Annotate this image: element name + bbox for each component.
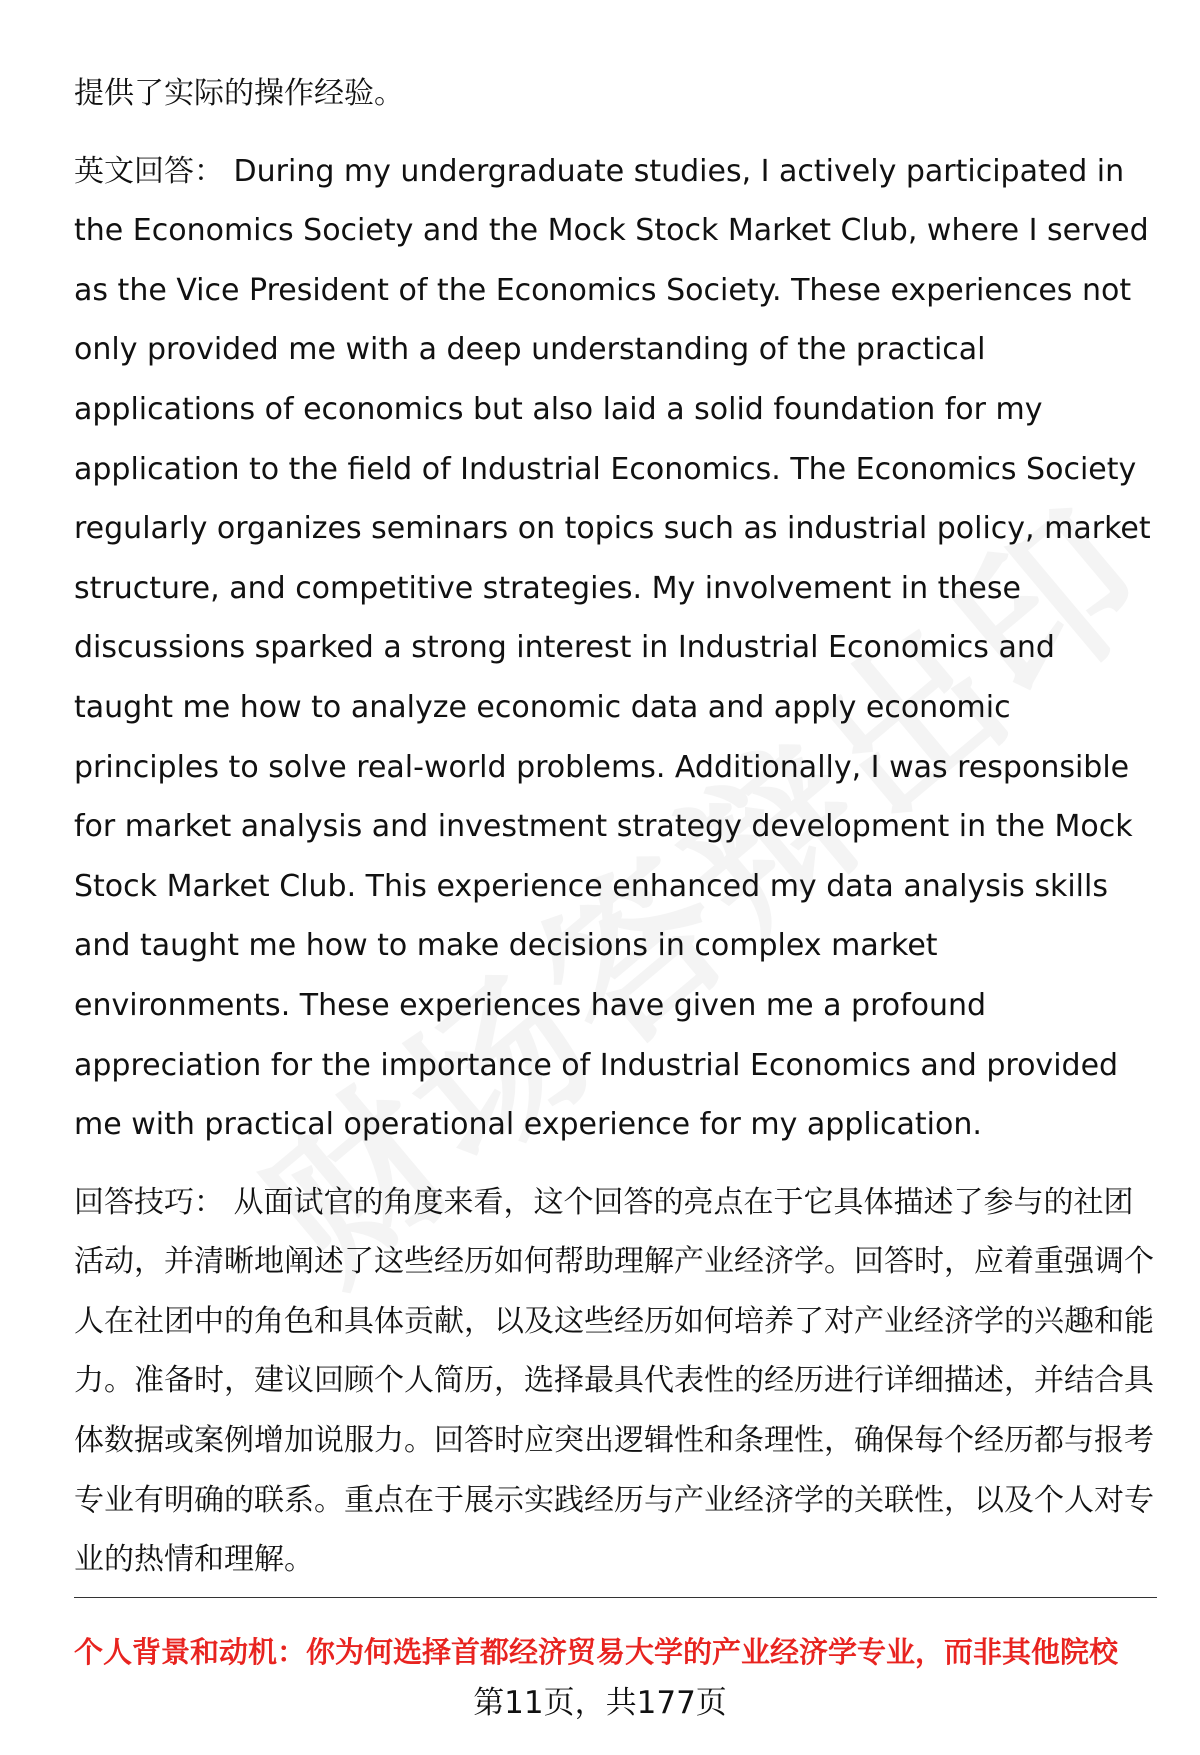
section-divider xyxy=(74,1597,1157,1598)
next-question-heading: 个人背景和动机：你为何选择首都经济贸易大学的产业经济学专业，而非其他院校 xyxy=(74,1635,1119,1669)
document-body xyxy=(74,64,1160,1590)
page-number: 第11页，共177页 xyxy=(473,1685,727,1721)
english-answer-paragraph: 英文回答： During my undergraduate studies, I actively participated in the Economics Society and the Mock Stock Market Club, where I served as the Vice President of the Economics Society. These experiences not only provided me with a deep understanding of the practical applications of economics but also laid a solid foundation for my application to the field of Industrial Economics. The Economics Society regularly organizes seminars on topics such as industrial policy, market structure, and competitive strategies. My involvement in these discussions sparked a strong interest in Industrial Economics and taught me how to analyze economic data and apply economic principles to solve real-world problems. Additionally, I was responsible for market analysis and investment strategy development in the Mock Stock Market Club. This experience enhanced my data analysis skills and taught me how to make decisions in complex market environments. These experiences have given me a profound appreciation for the importance of Industrial Economics and provided me with practical operational experience for my application. xyxy=(74,153,1151,1143)
answer-tips-paragraph: 回答技巧： 从面试官的角度来看，这个回答的亮点在于它具体描述了参与的社团活动，并清晰地阐述了这些经历如何帮助理解产业经济学。回答时，应着重强调个人在社团中的角色和具体贡献，以及这些经历如何培养了对产业经济学的兴趣和能力。准备时，建议回顾个人简历，选择最具代表性的经历进行详细描述，并结合具体数据或案例增加说服力。回答时应突出逻辑性和条理性，确保每个经历都与报考专业有明确的联系。重点在于展示实践经历与产业经济学的关联性，以及个人对专业的热情和理解。 xyxy=(74,1184,1154,1578)
continuation-paragraph: 提供了实际的操作经验。 xyxy=(74,76,404,111)
